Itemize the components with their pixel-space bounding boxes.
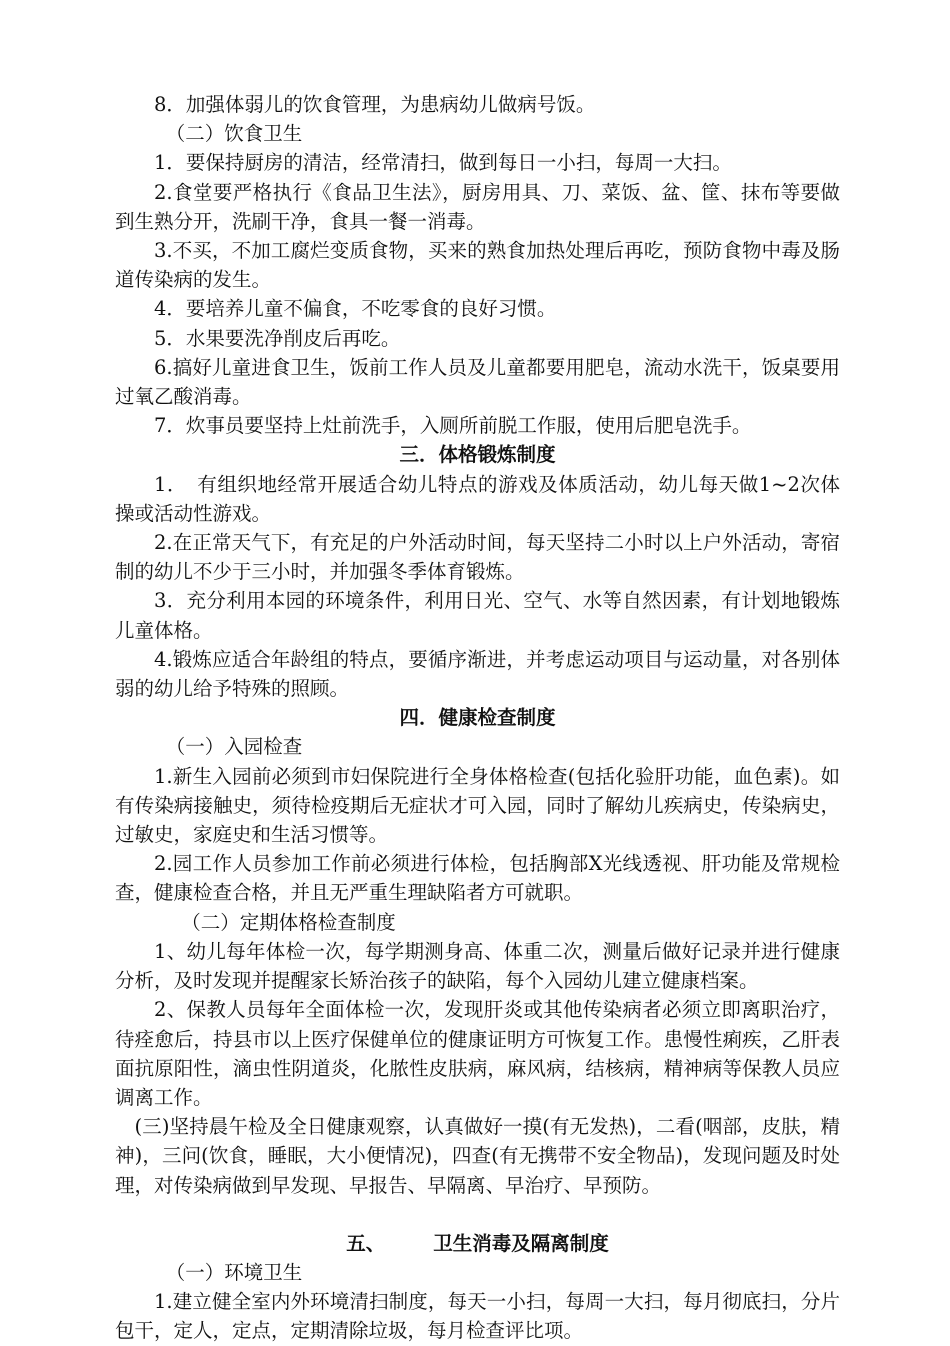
paragraph: 1、幼儿每年体检一次，每学期测身高、体重二次，测量后做好记录并进行健康分析，及时发现并提醒家长矫治孩子的缺陷，每个入园幼儿建立健康档案。 xyxy=(115,939,840,993)
paragraph: 1． 有组织地经常开展适合幼儿特点的游戏及体质活动，幼儿每天做1~2次体操或活动性游戏。 xyxy=(115,472,840,525)
section-heading: 四．健康检查制度 xyxy=(399,706,556,730)
paragraph: 8．加强体弱儿的饮食管理，为患病幼儿做病号饭。 xyxy=(154,93,596,116)
paragraph: 2.食堂要严格执行《食品卫生法》，厨房用具、刀、菜饭、盆、筐、抹布等要做到生熟分开，洗刷干净，食具一餐一消毒。 xyxy=(115,180,840,233)
section-heading xyxy=(115,1229,840,1258)
paragraph: 2.园工作人员参加工作前必须进行体检，包括胸部X光线透视、肝功能及常规检查，健康检查合格，并且无严重生理缺陷者方可就职。 xyxy=(115,852,840,905)
subsection-heading: （二）定期体格检查制度 xyxy=(181,910,396,934)
section-heading: 三．体格锻炼制度 xyxy=(399,443,556,467)
paragraph: 1．要保持厨房的清洁，经常清扫，做到每日一小扫，每周一大扫。 xyxy=(154,151,732,175)
paragraph: 6.搞好儿童进食卫生，饭前工作人员及儿童都要用肥皂，流动水洗干，饭桌要用过氧乙酸消毒。 xyxy=(115,355,840,409)
paragraph: 7．炊事员要坚持上灶前洗手，入厕所前脱工作服，使用后肥皂洗手。 xyxy=(154,414,752,438)
paragraph: 1.新生入园前必须到市妇保院进行全身体格检查(包括化验肝功能，血色素)。如有传染病接触史，须待检疫期后无症状才可入园，同时了解幼儿疾病史，传染病史，过敏史，家庭史和生活习惯等。 xyxy=(115,764,840,847)
section-number: 五、 xyxy=(346,1231,386,1255)
section-title: 卫生消毒及隔离制度 xyxy=(433,1231,609,1255)
paragraph: 4.锻炼应适合年龄组的特点，要循序渐进，并考虑运动项目与运动量，对各别体弱的幼儿给予特殊的照顾。 xyxy=(115,647,840,701)
paragraph: (三)坚持晨午检及全日健康观察，认真做好一摸(有无发热)，二看(咽部，皮肤，精神)，三问(饮食，睡眠，大小便情况)，四查(有无携带不安全物品)，发现问题及时处理，对传染病做到早发现、早报告、早隔离、早治疗、早预防。 xyxy=(115,1115,840,1197)
paragraph: 5．水果要洗净削皮后再吃。 xyxy=(154,326,401,350)
paragraph: 3.不买，不加工腐烂变质食物，买来的熟食加热处理后再吃，预防食物中毒及肠道传染病的发生。 xyxy=(115,239,840,292)
document-page xyxy=(115,90,840,1346)
paragraph: 1.建立健全室内外环境清扫制度，每天一小扫，每周一大扫，每月彻底扫，分片包干，定人，定点，定期清除垃圾，每月检查评比项。 xyxy=(115,1290,840,1343)
paragraph: 2.在正常天气下，有充足的户外活动时间，每天坚持二小时以上户外活动，寄宿制的幼儿不少于三小时，并加强冬季体育锻炼。 xyxy=(115,531,840,584)
subsection-heading: （二）饮食卫生 xyxy=(165,122,303,146)
paragraph: 2、保教人员每年全面体检一次，发现肝炎或其他传染病者必须立即离职治疗，待痊愈后，持县市以上医疗保健单位的健康证明方可恢复工作。患慢性痢疾，乙肝表面抗原阳性，滴虫性阴道炎，化脓性皮肤病，麻风病，结核病，精神病等保教人员应调离工作。 xyxy=(115,998,840,1109)
subsection-heading: （一）环境卫生 xyxy=(165,1260,303,1284)
paragraph: 3．充分利用本园的环境条件，利用日光、空气、水等自然因素，有计划地锻炼儿童体格。 xyxy=(115,589,840,642)
subsection-heading: （一）入园检查 xyxy=(165,735,303,759)
paragraph: 4．要培养儿童不偏食，不吃零食的良好习惯。 xyxy=(154,297,557,321)
